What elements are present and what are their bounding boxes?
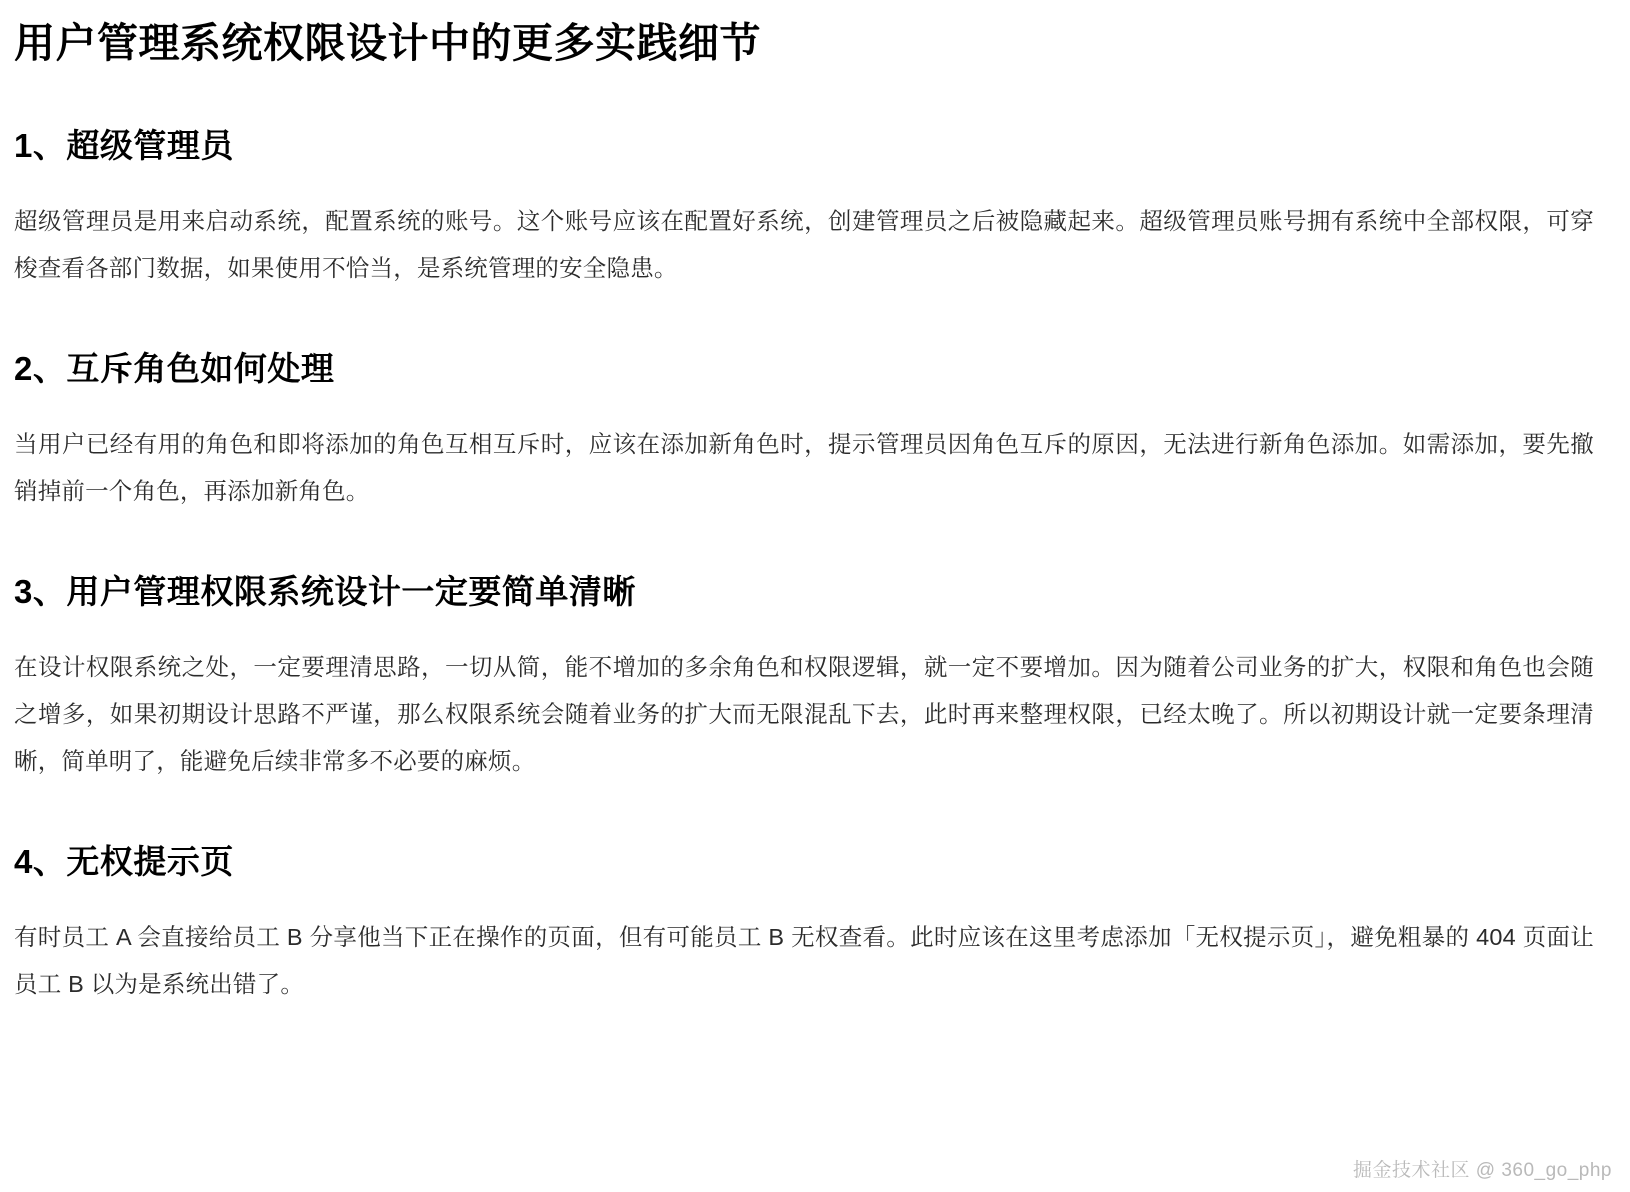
section-paragraph-2: 当用户已经有用的角色和即将添加的角色互相互斥时，应该在添加新角色时，提示管理员因角色互斥的原因，无法进行新角色添加。如需添加，要先撤销掉前一个角色，再添加新角色。 — [14, 431, 1594, 505]
watermark: 掘金技术社区 @ 360_go_php — [1352, 1160, 1612, 1181]
section-paragraph-4: 有时员工 A 会直接给员工 B 分享他当下正在操作的页面，但有可能员工 B 无权查看。此时应该在这里考虑添加「无权提示页」，避免粗暴的 404 页面让员工 B 以为是系统出错了。 — [14, 923, 1594, 997]
section-heading-2: 2、互斥角色如何处理 — [14, 350, 335, 388]
section-heading-3: 3、用户管理权限系统设计一定要简单清晰 — [14, 573, 636, 611]
page-title: 用户管理系统权限设计中的更多实践细节 — [14, 20, 761, 66]
section-heading-1: 1、超级管理员 — [14, 127, 234, 165]
section-heading-4: 4、无权提示页 — [14, 842, 234, 880]
section-paragraph-1: 超级管理员是用来启动系统，配置系统的账号。这个账号应该在配置好系统，创建管理员之后被隐藏起来。超级管理员账号拥有系统中全部权限，可穿梭查看各部门数据，如果使用不恰当，是系统管理的安全隐患。 — [14, 208, 1594, 282]
section-paragraph-3: 在设计权限系统之处，一定要理清思路，一切从简，能不增加的多余角色和权限逻辑，就一定不要增加。因为随着公司业务的扩大，权限和角色也会随之增多，如果初期设计思路不严谨，那么权限系统会随着业务的扩大而无限混乱下去，此时再来整理权限，已经太晚了。所以初期设计就一定要条理清晰，简单明了，能避免后续非常多不必要的麻烦。 — [14, 653, 1594, 774]
